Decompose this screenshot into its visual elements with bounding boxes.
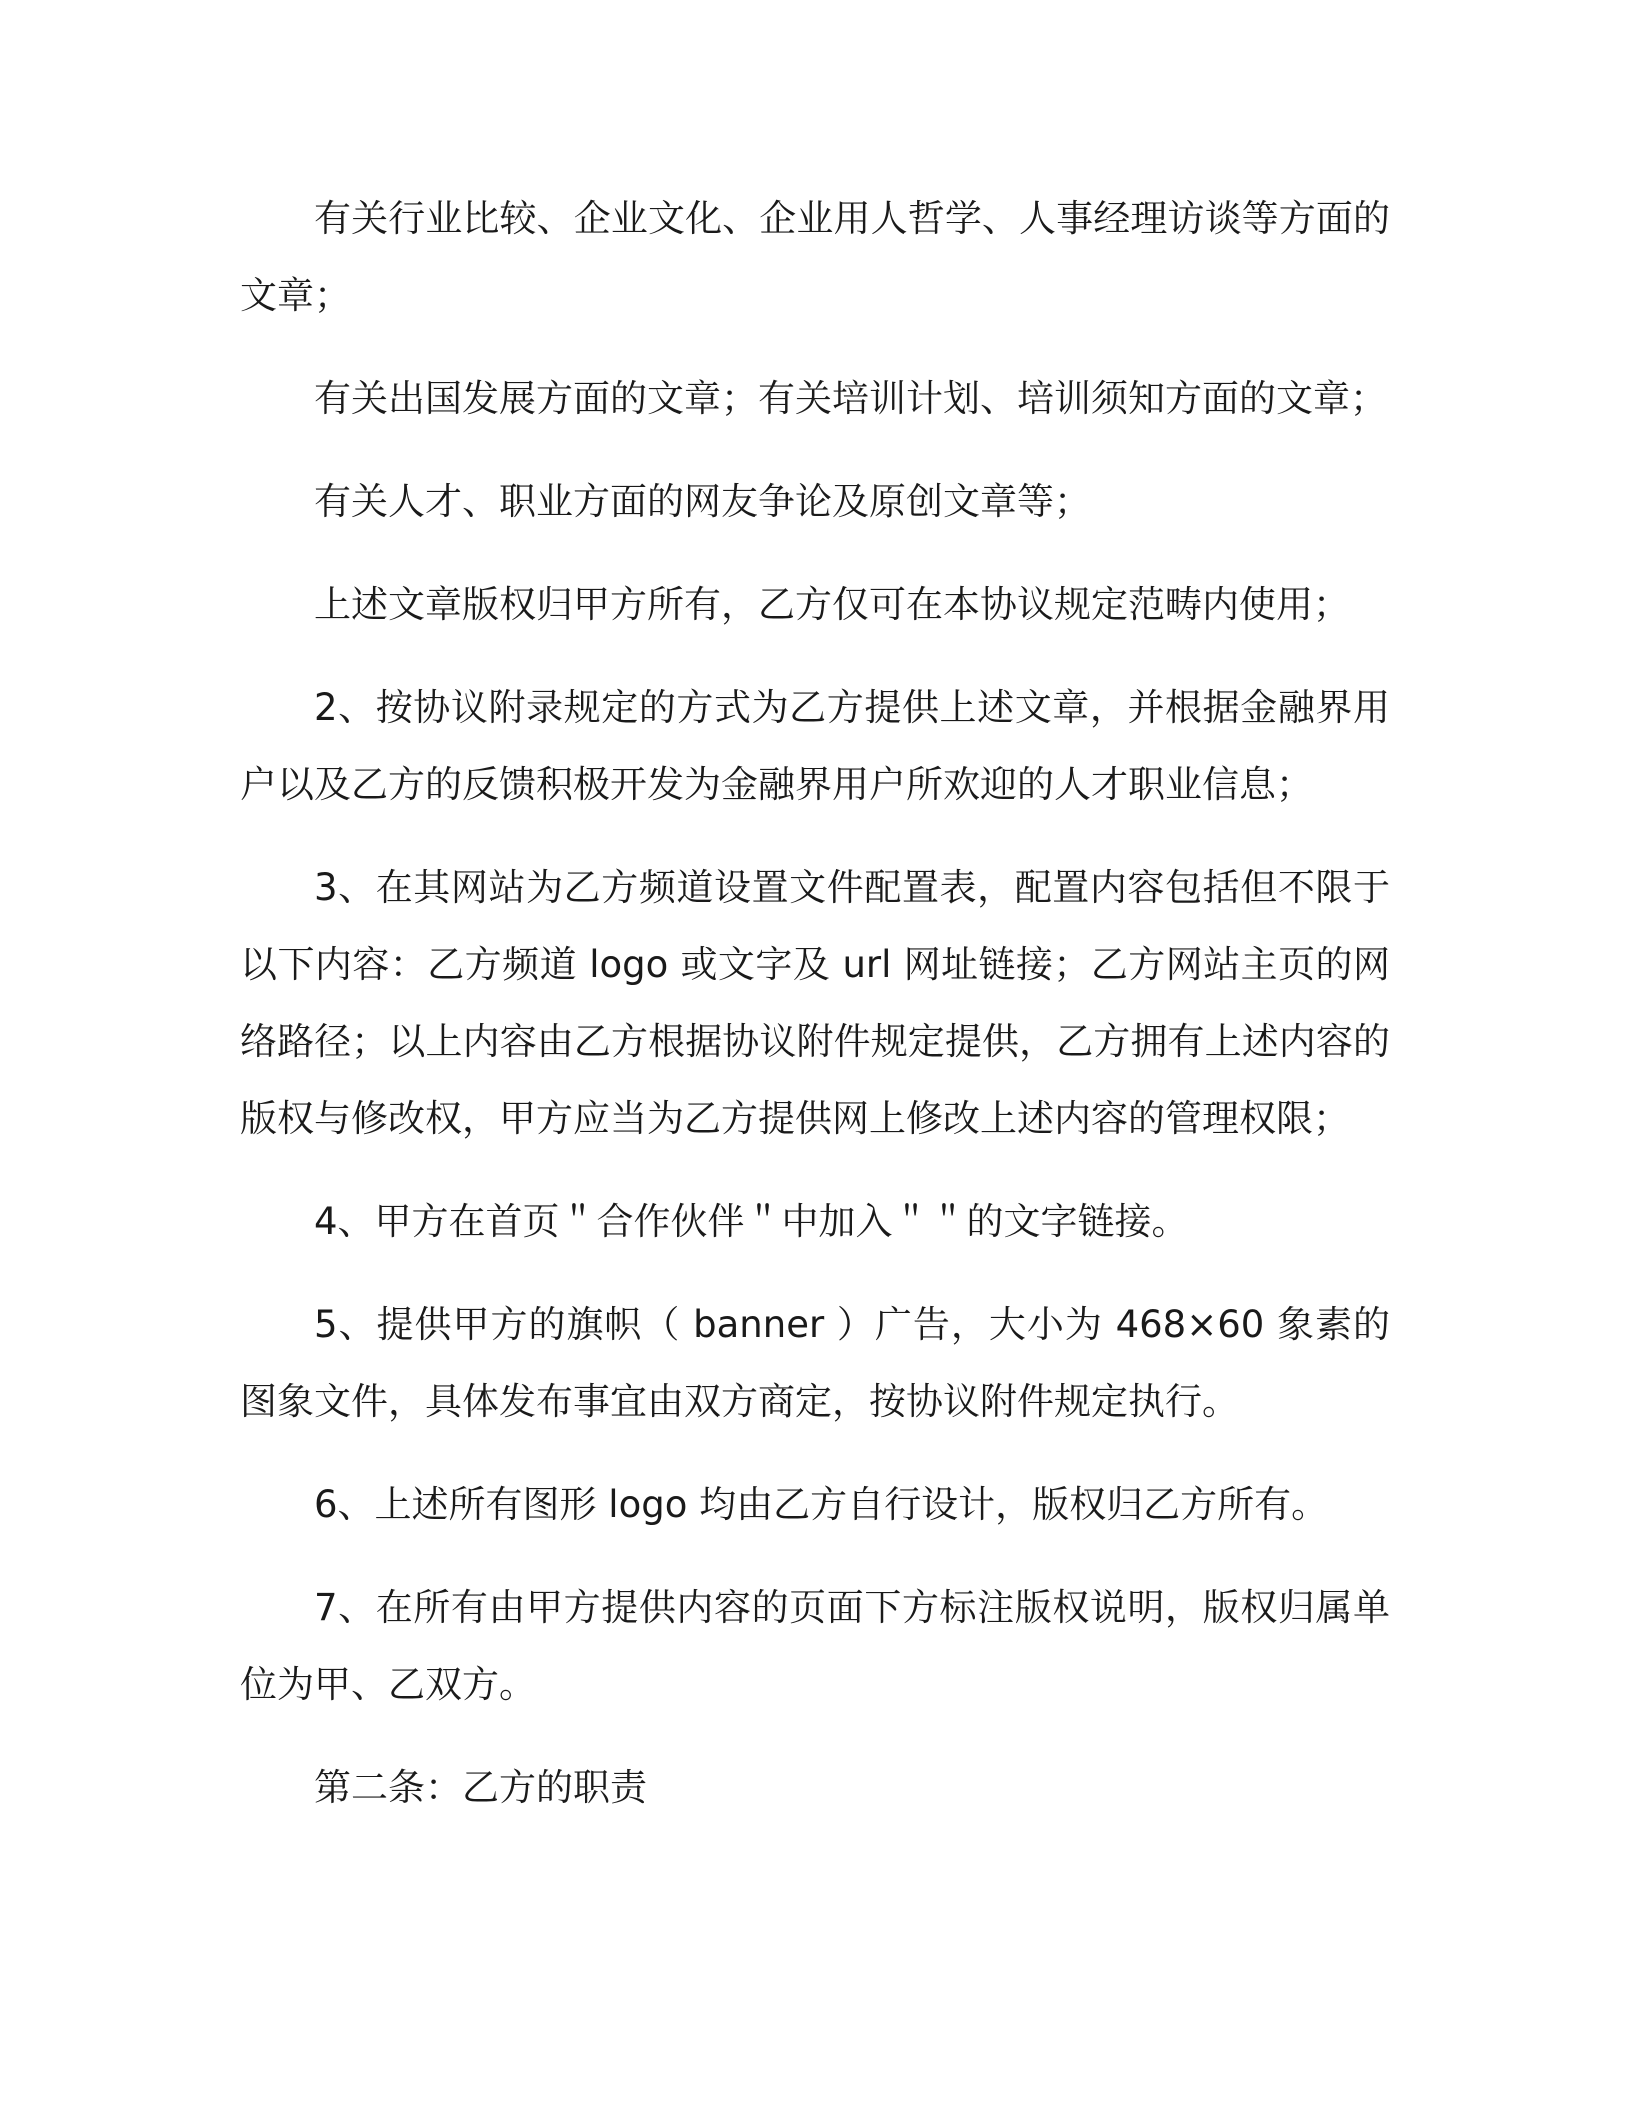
paragraph-clause-6: 6、上述所有图形 logo 均由乙方自行设计，版权归乙方所有。 — [314, 1483, 1329, 1526]
paragraph-articles-industry: 有关行业比较、企业文化、企业用人哲学、人事经理访谈等方面的文章； — [240, 197, 1390, 317]
paragraph-clause-4: 4、甲方在首页＂合作伙伴＂中加入＂＂的文字链接。 — [314, 1200, 1189, 1243]
paragraph-clause-5: 5、提供甲方的旗帜（ banner ）广告，大小为 468×60 象素的图象文件，具体发布事宜由双方商定，按协议附件规定执行。 — [240, 1303, 1390, 1423]
paragraph-articles-talent: 有关人才、职业方面的网友争论及原创文章等； — [314, 480, 1091, 523]
paragraph-clause-3: 3、在其网站为乙方频道设置文件配置表，配置内容包括但不限于以下内容：乙方频道 logo 或文字及 url 网址链接；乙方网站主页的网络路径；以上内容由乙方根据协议附件规定提供，乙方拥有上述内容的版权与修改权，甲方应当为乙方提供网上修改上述内容的管理权限； — [240, 866, 1390, 1140]
paragraph-copyright-scope: 上述文章版权归甲方所有，乙方仅可在本协议规定范畴内使用； — [314, 583, 1350, 626]
section-heading-article-2: 第二条：乙方的职责 — [314, 1766, 647, 1809]
paragraph-articles-overseas: 有关出国发展方面的文章；有关培训计划、培训须知方面的文章； — [314, 377, 1387, 420]
document-body — [240, 180, 1390, 1852]
paragraph-clause-2: 2、按协议附录规定的方式为乙方提供上述文章，并根据金融界用户以及乙方的反馈积极开发为金融界用户所欢迎的人才职业信息； — [240, 686, 1390, 806]
paragraph-clause-7: 7、在所有由甲方提供内容的页面下方标注版权说明，版权归属单位为甲、乙双方。 — [240, 1586, 1390, 1706]
